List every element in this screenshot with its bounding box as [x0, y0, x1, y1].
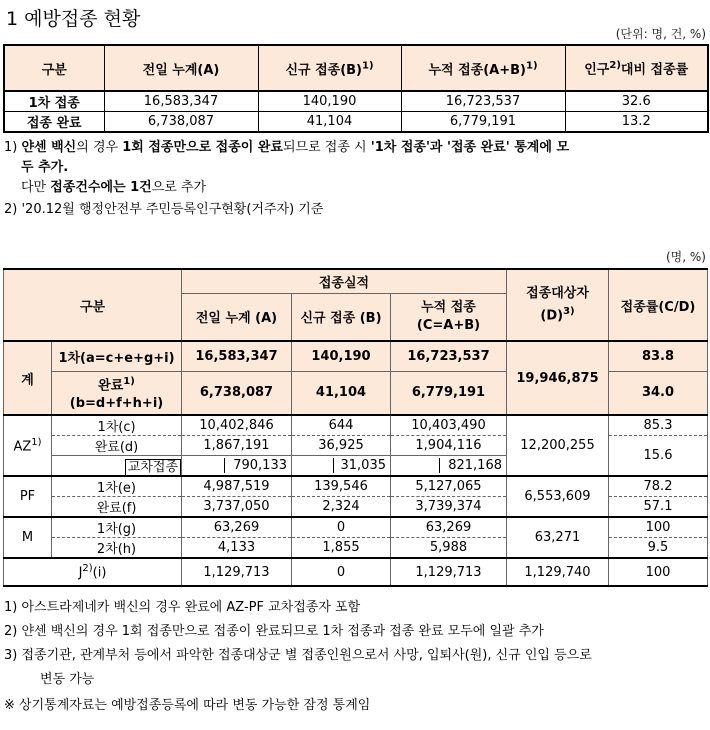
header-rate: 접종률(C/D): [609, 269, 708, 341]
header-new: 신규 접종 (B): [292, 293, 391, 341]
header-prev: 전일 누계(A): [104, 45, 258, 91]
table-row: 완료(d) 1,867,191 36,925 1,904,116 15.6: [4, 436, 708, 456]
table-row: AZ$^{1)}$ 1차(c) 10,402,846 644 10,403,490 12,200,255 85.3: [4, 415, 708, 436]
table-row: 1차 접종 16,583,347 140,190 16,723,537 32.6: [4, 91, 708, 112]
header-cum: 누적 접종 (C=A+B): [391, 293, 507, 341]
pf-label: PF: [4, 476, 52, 517]
note-1: 1) 얀센 백신의 경우 1회 접종만으로 접종이 완료되므로 접종 시 '1차 접종'과 '접종 완료' 통계에 모 두 추가. 다만 접종건수에는 1건으로 추가: [4, 140, 570, 195]
table-row: PF 1차(e) 4,987,519 139,546 5,127,065 6,553,609 78.2: [4, 476, 708, 497]
header-cum: 누적 접종$(A+B)^{1)}$: [401, 45, 565, 91]
footnote-3b: 변동 가능: [40, 672, 95, 687]
table2-unit: (명, %): [666, 250, 706, 264]
footnote-1: 1) 아스트라제네카 백신의 경우 완료에 AZ-PF 교차접종자 포함: [4, 600, 361, 615]
table-row: 계 1차(a=c+e+g+i) 16,583,347 140,190 16,723,537 19,946,875 83.8: [4, 341, 708, 371]
header-target: 접종대상자 $(D)^{3)}$: [507, 269, 609, 341]
footnote-2: 2) 얀센 백신의 경우 1회 접종만으로 접종이 완료되므로 1차 접종과 접종 완료 모두에 일괄 추가: [4, 624, 544, 639]
table-row: 2차(h) 4,133 1,855 5,988 9.5: [4, 538, 708, 559]
table-row: 교차접종 790,133 31,035 821,168: [4, 456, 708, 477]
summary-table: [3, 44, 709, 133]
table-row: 접종 완료 6,738,087 41,104 6,779,191 13.2: [4, 112, 708, 133]
table-row: M 1차(g) 63,269 0 63,269 63,271 100: [4, 517, 708, 538]
header-category: 구분: [4, 269, 182, 341]
header-rate: 인구$^{2)}$대비 접종률: [565, 45, 708, 91]
m-label: M: [4, 517, 52, 558]
az-label: AZ$^{1)}$: [4, 415, 52, 476]
header-prev: 전일 누계 (A): [182, 293, 292, 341]
j-label: $J^{2)}(i)$: [4, 558, 182, 586]
table-row: $J^{2)}(i)$ 1,129,713 0 1,129,713 1,129,740 100: [4, 558, 708, 586]
page-title: 1 예방접종 현황: [6, 8, 141, 30]
note-2: 2) '20.12월 행정안전부 주민등록인구현황(거주자) 기준: [4, 202, 324, 217]
detail-table: [3, 268, 708, 587]
total-label: 계: [4, 341, 52, 415]
table-row: 완료(f) 3,737,050 2,324 3,739,374 57.1: [4, 497, 708, 518]
header-new: 신규 접종$(B)^{1)}$: [258, 45, 401, 91]
header-category: 구분: [4, 45, 104, 91]
table1-unit: (단위: 명, 건, %): [615, 27, 706, 41]
table-row: 완료$^{1)}$ (b=d+f+h+i) 6,738,087 41,104 6,779,191 34.0: [4, 371, 708, 415]
header-performance: 접종실적: [182, 269, 507, 293]
footnote-4: ※ 상기통계자료는 예방접종등록에 따라 변동 가능한 잠정 통계임: [4, 698, 371, 713]
footnote-3: 3) 접종기관, 관계부처 등에서 파악한 접종대상군 별 접종인원으로서 사망, 입퇴사(원), 신규 인입 등으로: [4, 648, 592, 663]
